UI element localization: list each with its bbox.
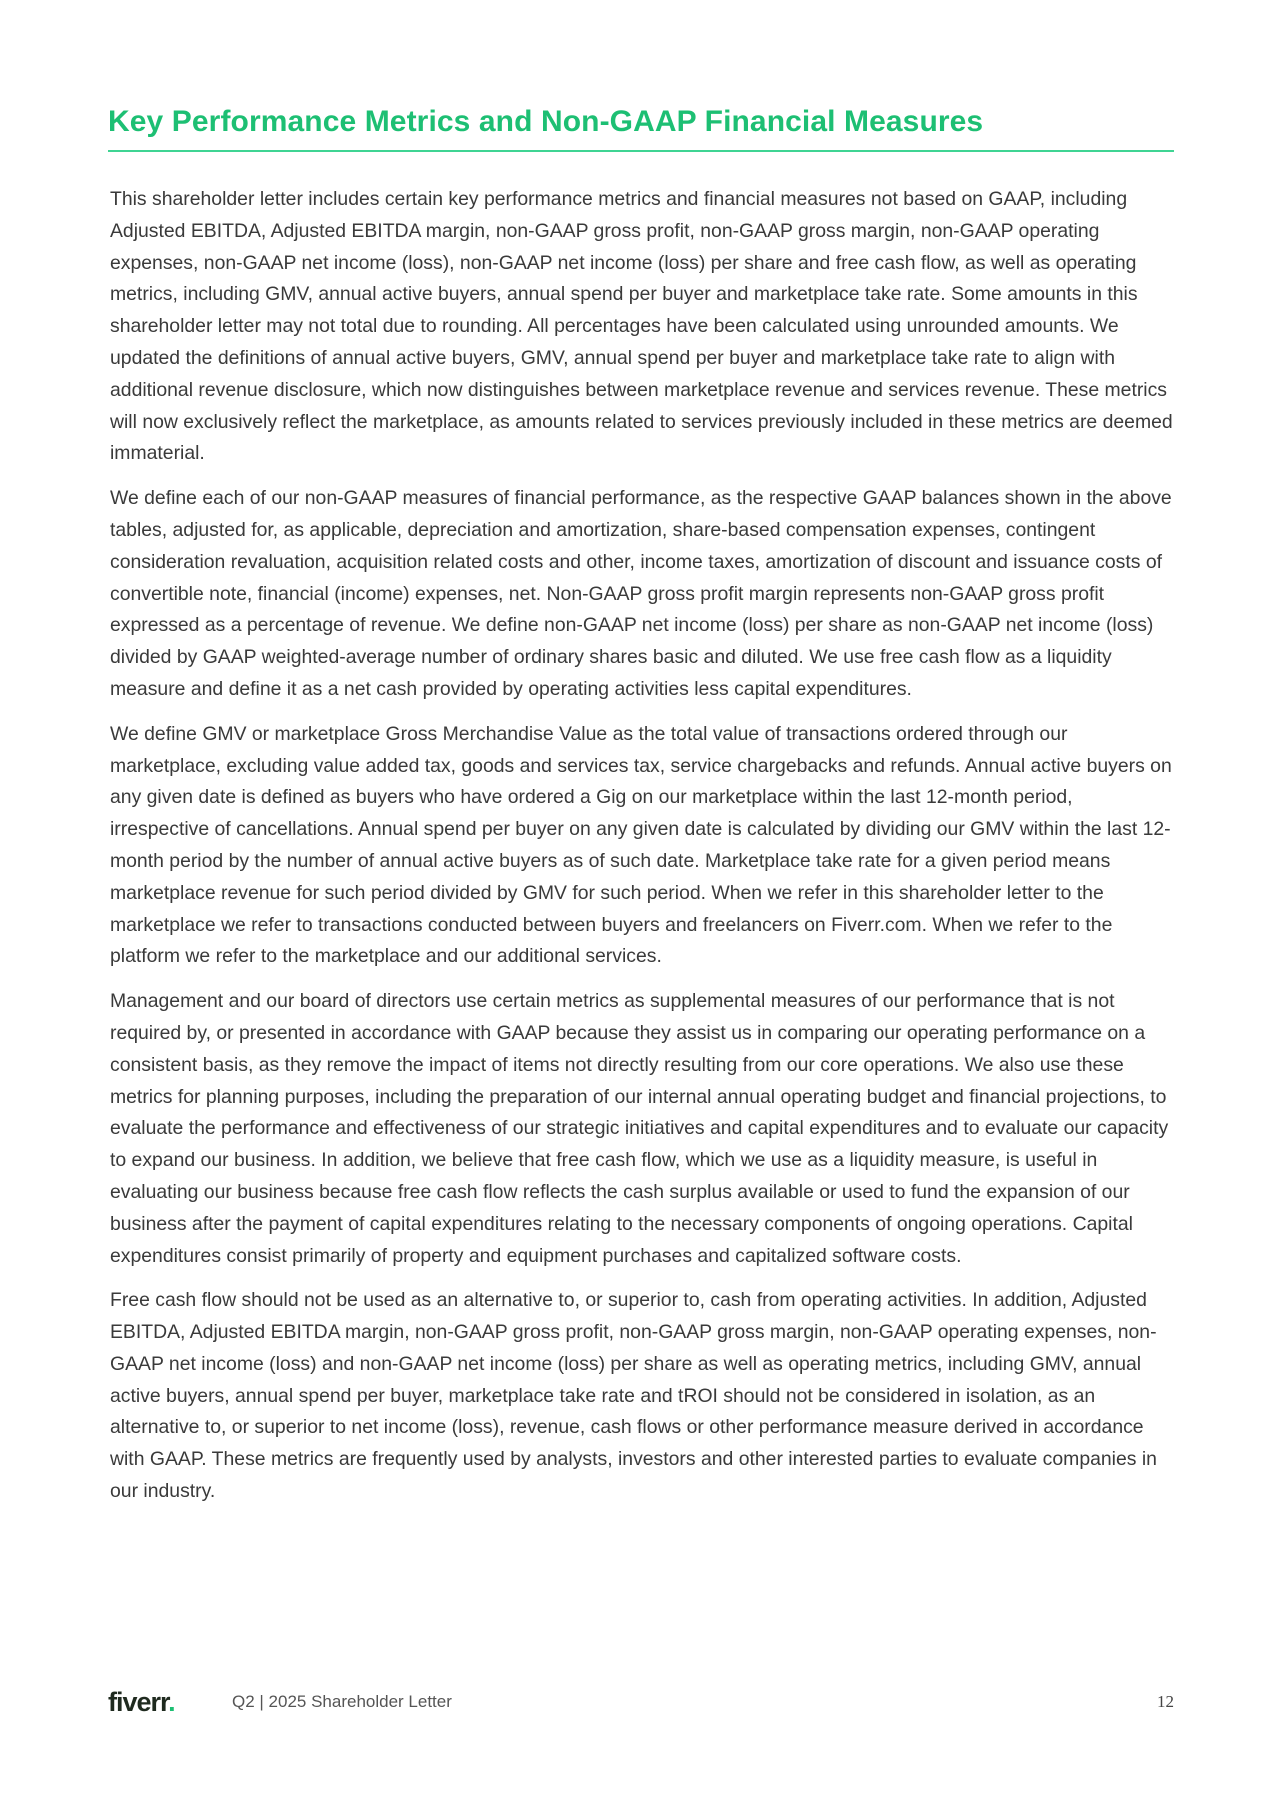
logo-wordmark: fiverr: [108, 1687, 169, 1717]
section-title: Key Performance Metrics and Non-GAAP Financial Measures: [108, 105, 984, 138]
title-divider: [108, 150, 1174, 152]
fiverr-logo: [108, 1687, 175, 1717]
paragraph: Free cash flow should not be used as an alternative to, or superior to, cash from operating activities. In addition, Adjusted EBITDA, Adjusted EBITDA margin, non-GAAP gross profit, non-GAAP gross margin, non-GAAP operating expenses, non-GAAP net income (loss) and non-GAAP net income (loss) per share as well as operating metrics, including GMV, annual active buyers, annual spend per buyer, marketplace take rate and tROI should not be considered in isolation, as an alternative to, or superior to net income (loss), revenue, cash flows or other performance measure derived in accordance with GAAP. These metrics are frequently used by analysts, investors and other interested parties to evaluate companies in our industry.: [110, 1289, 1157, 1503]
paragraph: We define GMV or marketplace Gross Merchandise Value as the total value of transactions ordered through our marketplace, excluding value added tax, goods and services tax, service chargebacks and refunds. Annual active buyers on any given date is defined as buyers who have ordered a Gig on our marketplace within the last 12-month period, irrespective of cancellations. Annual spend per buyer on any given date is calculated by dividing our GMV within the last 12-month period by the number of annual active buyers as of such date. Marketplace take rate for a given period means marketplace revenue for such period divided by GMV for such period. When we refer in this shareholder letter to the marketplace we refer to transactions conducted between buyers and freelancers on Fiverr.com. When we refer to the platform we refer to the marketplace and our additional services.: [110, 722, 1172, 968]
page-number: 12: [1157, 1692, 1174, 1711]
body-text: [110, 184, 1176, 1521]
document-label: Q2 | 2025 Shareholder Letter: [232, 1692, 452, 1711]
page-footer: [108, 1687, 1174, 1717]
paragraph: We define each of our non-GAAP measures of financial performance, as the respective GAAP balances shown in the above tables, adjusted for, as applicable, depreciation and amortization, share-based compensation expenses, contingent consideration revaluation, acquisition related costs and other, income taxes, amortization of discount and issuance costs of convertible note, financial (income) expenses, net. Non-GAAP gross profit margin represents non-GAAP gross profit expressed as a percentage of revenue. We define non-GAAP net income (loss) per share as non-GAAP net income (loss) divided by GAAP weighted-average number of ordinary shares basic and diluted. We use free cash flow as a liquidity measure and define it as a net cash provided by operating activities less capital expenditures.: [110, 487, 1172, 700]
logo-dot: .: [168, 1687, 175, 1717]
paragraph: Management and our board of directors use certain metrics as supplemental measures of our performance that is not required by, or presented in accordance with GAAP because they assist us in comparing our operating performance on a consistent basis, as they remove the impact of items not directly resulting from our core operations. We also use these metrics for planning purposes, including the preparation of our internal annual operating budget and financial projections, to evaluate the performance and effectiveness of our strategic initiatives and capital expenditures and to evaluate our capacity to expand our business. In addition, we believe that free cash flow, which we use as a liquidity measure, is useful in evaluating our business because free cash flow reflects the cash surplus available or used to fund the expansion of our business after the payment of capital expenditures relating to the necessary components of ongoing operations. Capital expenditures consist primarily of property and equipment purchases and capitalized software costs.: [110, 990, 1169, 1267]
paragraph: This shareholder letter includes certain key performance metrics and financial measures not based on GAAP, including Adjusted EBITDA, Adjusted EBITDA margin, non-GAAP gross profit, non-GAAP gross margin, non-GAAP operating expenses, non-GAAP net income (loss), non-GAAP net income (loss) per share and free cash flow, as well as operating metrics, including GMV, annual active buyers, annual spend per buyer and marketplace take rate. Some amounts in this shareholder letter may not total due to rounding. All percentages have been calculated using unrounded amounts. We updated the definitions of annual active buyers, GMV, annual spend per buyer and marketplace take rate to align with additional revenue disclosure, which now distinguishes between marketplace revenue and services revenue. These metrics will now exclusively reflect the marketplace, as amounts related to services previously included in these metrics are deemed immaterial.: [110, 188, 1173, 465]
